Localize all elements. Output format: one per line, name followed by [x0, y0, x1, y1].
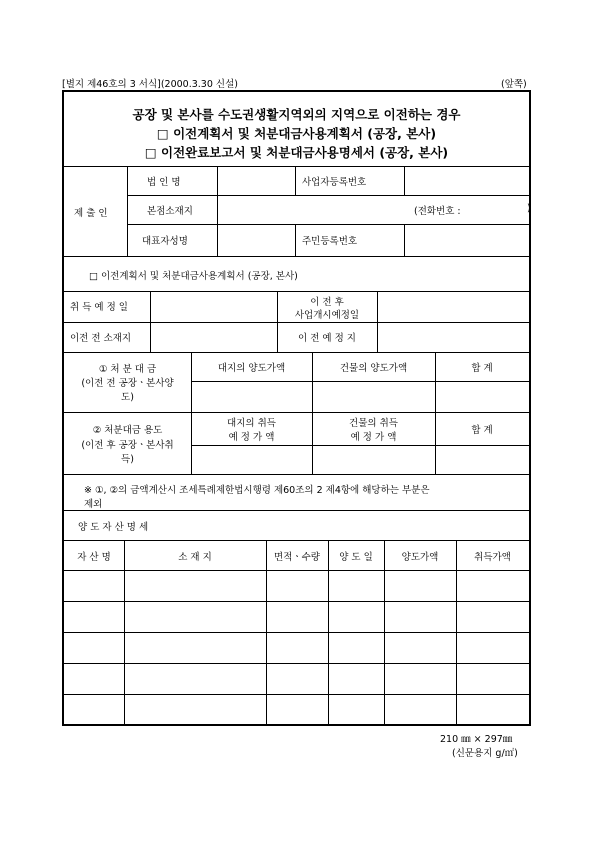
column-rule [150, 291, 151, 352]
asset-acq-price-header: 취득가액 [474, 552, 511, 563]
divider [64, 510, 529, 511]
after-move-label-1: 이 전 후 [310, 297, 344, 308]
land-sale-price-header: 대지의 양도가액 [217, 363, 286, 374]
column-rule [377, 291, 378, 352]
disposal-total-header: 합 계 [471, 363, 493, 374]
disposal-label-3: 도) [121, 392, 134, 403]
divider [64, 632, 529, 633]
divider [64, 322, 529, 323]
divider [127, 224, 529, 225]
form-frame [62, 90, 531, 726]
column-rule [217, 224, 218, 256]
asset-transfer-date-header: 양 도 일 [339, 552, 373, 563]
usage-label-3: 득) [121, 454, 134, 465]
asset-section-title: 양 도 자 산 명 세 [78, 522, 149, 533]
divider [191, 381, 529, 382]
asset-sale-price-header: 양도가액 [401, 552, 439, 563]
submitter-label: 제 출 인 [74, 208, 108, 219]
usage-label-2: (이전 후 공장ㆍ본사취 [81, 440, 174, 451]
building-sale-price-header: 건물의 양도가액 [339, 363, 408, 374]
column-rule [328, 540, 329, 726]
after-move-label-2: 사업개시예정일 [294, 310, 360, 321]
phone-label: (전화번호 : [414, 206, 461, 217]
page-side-label: (앞쪽) [501, 79, 527, 90]
phone-close: ) [527, 203, 531, 214]
divider [64, 352, 529, 353]
land-acq-price-header-1: 대지의 취득 [227, 418, 276, 429]
land-acq-price-header-2: 예 정 가 액 [228, 432, 275, 443]
plan-section-heading: □ 이전계획서 및 처분대금사용계획서 (공장, 본사) [89, 271, 298, 282]
building-acq-price-header-1: 건물의 취득 [349, 418, 398, 429]
divider [191, 445, 529, 446]
usage-label-1: ② 처분대금 용도 [92, 425, 163, 436]
divider [64, 474, 529, 475]
divider [64, 412, 529, 413]
disposal-label-1: ① 처 분 대 금 [98, 364, 157, 375]
corp-name-label: 법 인 명 [147, 177, 181, 188]
divider [64, 166, 529, 167]
asset-area-header: 면적ㆍ수량 [274, 552, 320, 563]
move-date-label: 이 전 예 정 지 [298, 333, 356, 344]
hq-address-label: 본점소재지 [147, 206, 193, 217]
asset-location-header: 소 재 지 [178, 552, 212, 563]
divider [64, 291, 529, 292]
note-line-1: ※ ①, ②의 금액계산시 조세특례제한법시행령 제60조의 2 제4항에 해당하는 부분은 [84, 485, 430, 496]
prev-location-label: 이전 전 소재지 [70, 333, 132, 344]
column-rule [295, 224, 296, 256]
asset-name-header: 자 산 명 [77, 552, 111, 563]
divider [64, 601, 529, 602]
paper-type: (신문용지 g/㎡) [452, 748, 518, 759]
divider [64, 256, 529, 257]
column-rule [456, 540, 457, 726]
column-rule [295, 166, 296, 195]
disposal-label-2: (이전 전 공장ㆍ본사양 [81, 378, 174, 389]
paper-size: 210 ㎜ × 297㎜ [440, 734, 513, 745]
column-rule [217, 166, 218, 195]
rep-name-label: 대표자성명 [142, 236, 188, 247]
acq-date-label: 취 득 예 정 일 [70, 302, 128, 313]
divider [64, 570, 529, 571]
divider [127, 195, 529, 196]
form-number: [별지 제46호의 3 서식](2000.3.30 신설) [62, 79, 238, 90]
form-title-line1: 공장 및 본사를 수도권생활지역외의 지역으로 이전하는 경우 [132, 107, 461, 122]
building-acq-price-header-2: 예 정 가 액 [350, 432, 397, 443]
usage-total-header: 합 계 [471, 425, 493, 436]
divider [64, 694, 529, 695]
column-rule [404, 224, 405, 256]
form-title-line3: □ 이전완료보고서 및 처분대금사용명세서 (공장, 본사) [144, 145, 449, 160]
divider [64, 540, 529, 541]
note-line-2: 제외 [84, 499, 103, 510]
column-rule [384, 540, 385, 726]
divider [64, 663, 529, 664]
resident-no-label: 주민등록번호 [302, 236, 358, 247]
biz-reg-no-label: 사업자등록번호 [302, 177, 367, 188]
column-rule [124, 540, 125, 726]
column-rule [127, 166, 128, 256]
column-rule [266, 540, 267, 726]
form-title-line2: □ 이전계획서 및 처분대금사용계획서 (공장, 본사) [156, 126, 437, 141]
column-rule [404, 166, 405, 195]
column-rule [217, 195, 218, 224]
